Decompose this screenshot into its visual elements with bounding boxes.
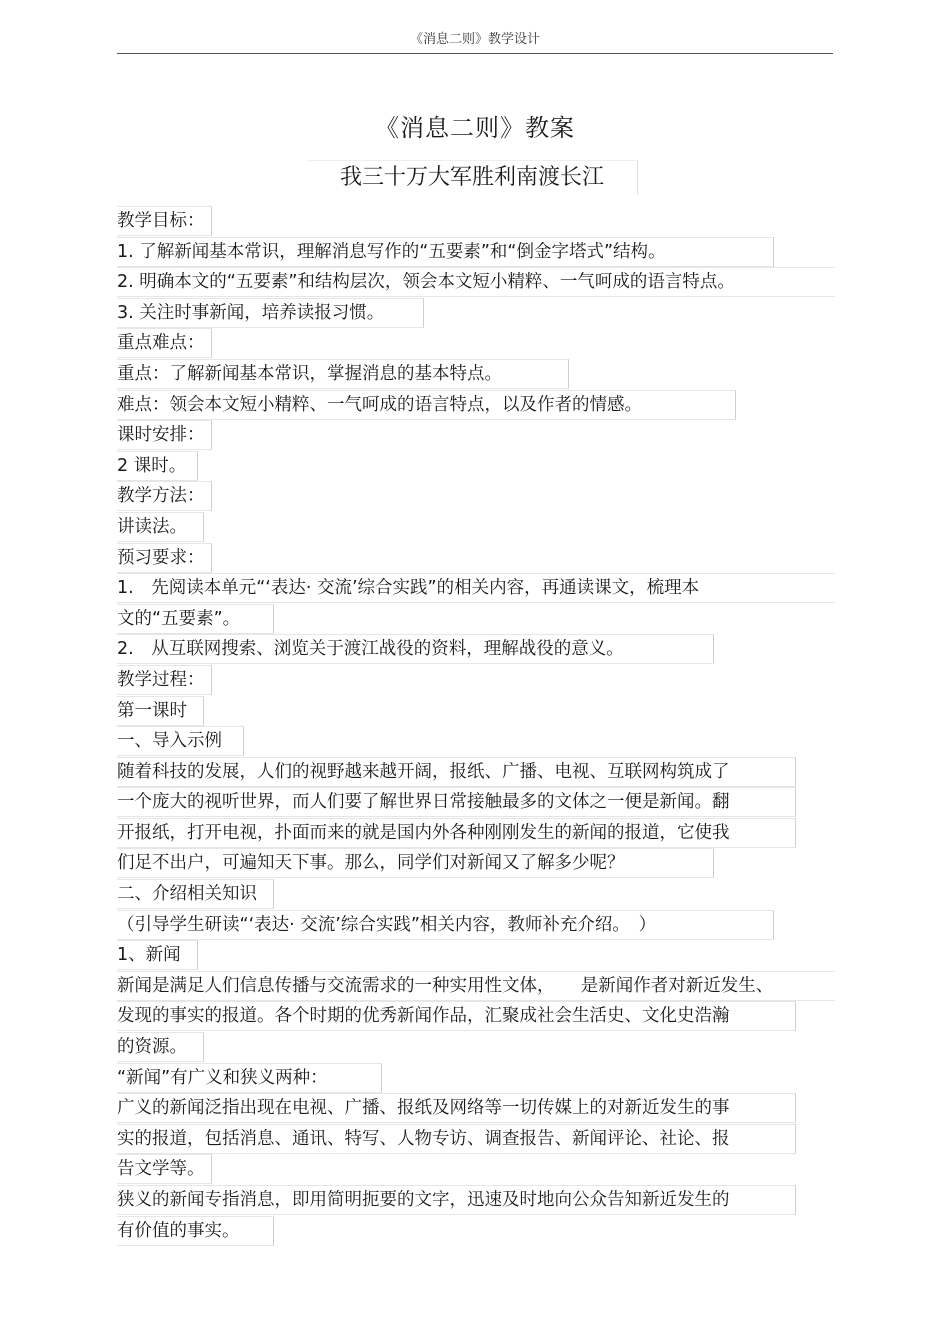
document-title: 《消息二则》教案 — [375, 114, 575, 142]
paragraph-line: 开报纸，打开电视，扑面而来的就是国内外各种刚刚发生的新闻的报道，它使我 — [115, 818, 835, 849]
subsection-heading: 一、导入示例 — [115, 726, 835, 757]
section-heading-objectives: 教学目标： — [115, 206, 835, 237]
preview-item: 1. 先阅读本单元“‘表达· 交流’综合实践”的相关内容，再通读课文，梳理本 — [115, 573, 835, 604]
subsection-heading: 1、新闻 — [115, 940, 835, 971]
objective-item: 2. 明确本文的“五要素”和结构层次，领会本文短小精粹、一气呵成的语言特点。 — [115, 267, 835, 298]
paragraph-line: （引导学生研读“‘表达· 交流’综合实践”相关内容，教师补充介绍。 ） — [115, 910, 835, 941]
header-divider — [117, 53, 833, 54]
method-value: 讲读法。 — [115, 512, 835, 543]
paragraph-line: 新闻是满足人们信息传播与交流需求的一种实用性文体， 是新闻作者对新近发生、 — [115, 971, 835, 1002]
difficult-point-item: 难点：领会本文短小精粹、一气呵成的语言特点，以及作者的情感。 — [115, 390, 835, 421]
section-heading-method: 教学方法： — [115, 481, 835, 512]
section-heading-process: 教学过程： — [115, 665, 835, 696]
section-heading-key-points: 重点难点： — [115, 328, 835, 359]
section-heading-schedule: 课时安排： — [115, 420, 835, 451]
key-point-item: 重点：了解新闻基本常识，掌握消息的基本特点。 — [115, 359, 835, 390]
paragraph-line: 一个庞大的视听世界，而人们要了解世界日常接触最多的文体之一便是新闻。翻 — [115, 787, 835, 818]
preview-item: 2. 从互联网搜索、浏览关于渡江战役的资料，理解战役的意义。 — [115, 634, 835, 665]
paragraph-line: 的资源。 — [115, 1032, 835, 1063]
paragraph-line: 实的报道，包括消息、通讯、特写、人物专访、调查报告、新闻评论、社论、报 — [115, 1124, 835, 1155]
schedule-value: 2 课时。 — [115, 451, 835, 482]
paragraph-line: 有价值的事实。 — [115, 1216, 835, 1247]
objective-item: 3. 关注时事新闻，培养读报习惯。 — [115, 298, 835, 329]
paragraph-line: “新闻”有广义和狭义两种： — [115, 1063, 835, 1094]
paragraph-line: 广义的新闻泛指出现在电视、广播、报纸及网络等一切传媒上的对新近发生的事 — [115, 1093, 835, 1124]
objective-item: 1. 了解新闻基本常识，理解消息写作的“五要素”和“倒金字塔式”结构。 — [115, 237, 835, 268]
preview-item-continued: 文的“五要素”。 — [115, 604, 835, 635]
paragraph-line: 随着科技的发展，人们的视野越来越开阔，报纸、广播、电视、互联网构筑成了 — [115, 757, 835, 788]
subsection-heading: 二、介绍相关知识 — [115, 879, 835, 910]
lesson-label: 第一课时 — [115, 696, 835, 727]
section-heading-preview: 预习要求： — [115, 543, 835, 574]
document-subtitle: 我三十万大军胜利南渡长江 — [307, 160, 638, 195]
paragraph-line: 们足不出户，可遍知天下事。那么，同学们对新闻又了解多少呢？ — [115, 848, 835, 879]
document-body — [115, 206, 835, 1246]
paragraph-line: 告文学等。 — [115, 1154, 835, 1185]
running-header: 《消息二则》教学设计 — [409, 32, 540, 47]
paragraph-line: 发现的事实的报道。各个时期的优秀新闻作品，汇聚成社会生活史、文化史浩瀚 — [115, 1001, 835, 1032]
paragraph-line: 狭义的新闻专指消息，即用简明扼要的文字，迅速及时地向公众告知新近发生的 — [115, 1185, 835, 1216]
